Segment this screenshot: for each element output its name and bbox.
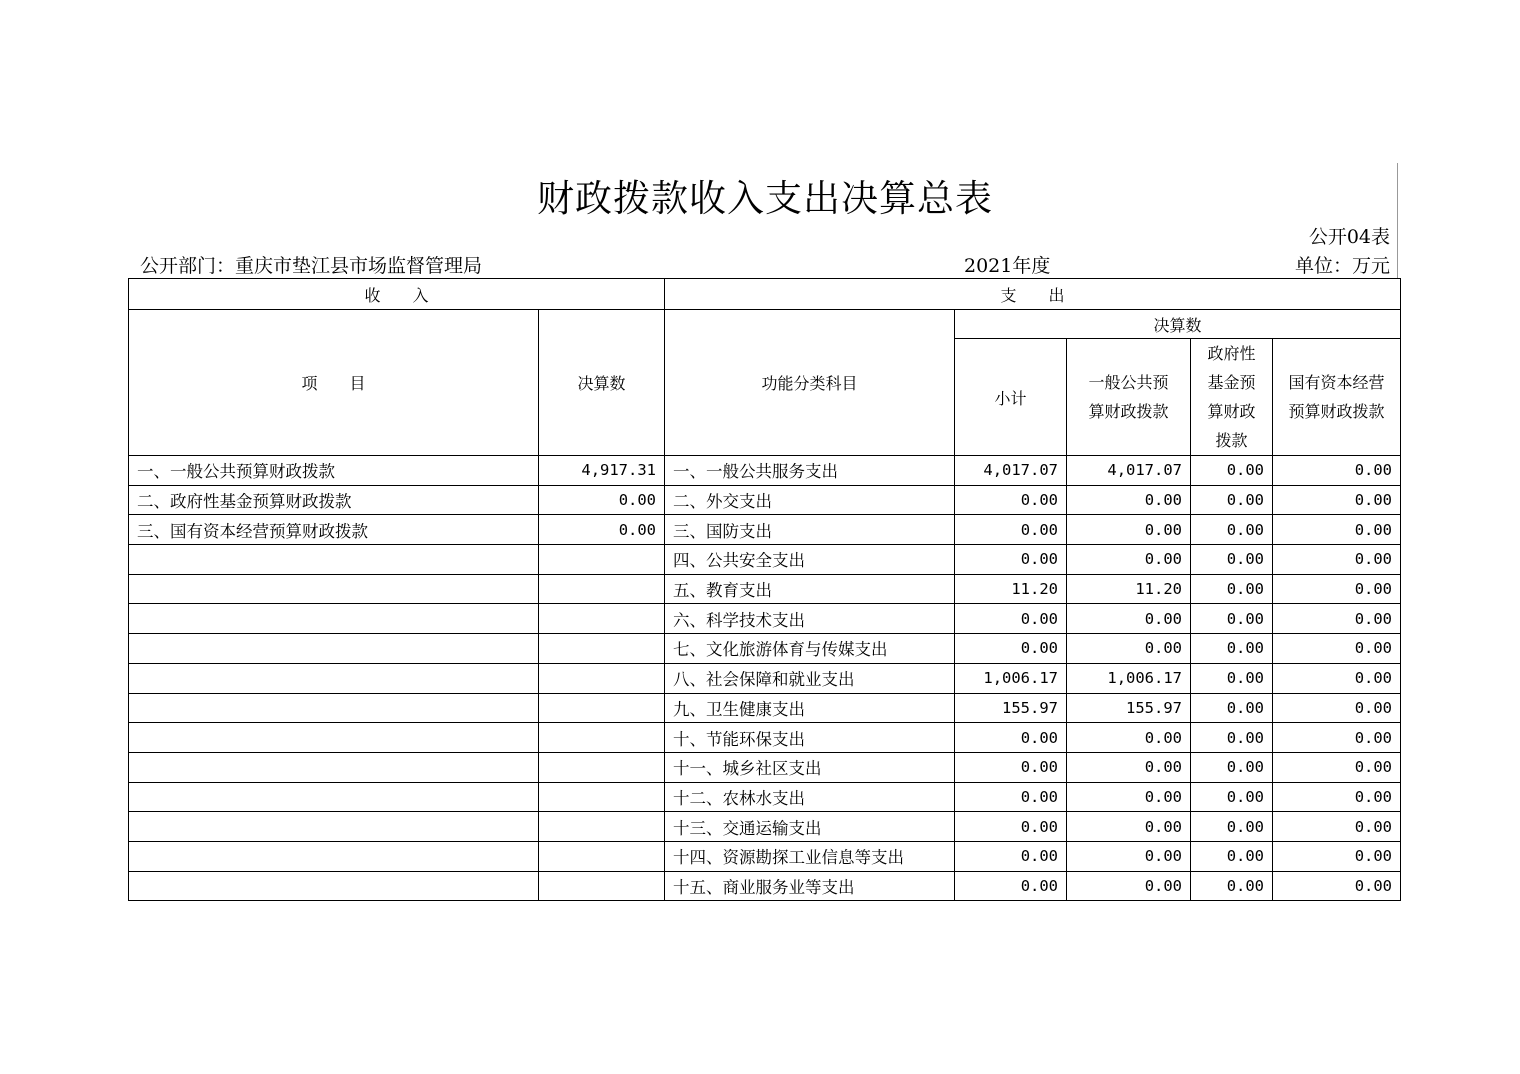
state-capital-cell: 0.00 xyxy=(1273,574,1401,604)
subtotal-cell: 4,017.07 xyxy=(955,456,1067,486)
expense-item-cell: 十一、城乡社区支出 xyxy=(665,752,955,782)
expense-item-cell: 十三、交通运输支出 xyxy=(665,812,955,842)
department-label: 公开部门：重庆市垫江县市场监督管理局 xyxy=(140,255,483,277)
income-amount-cell xyxy=(539,604,665,634)
gov-fund-cell: 0.00 xyxy=(1191,693,1273,723)
table-row xyxy=(129,485,1401,515)
gov-fund-cell: 0.00 xyxy=(1191,723,1273,753)
gov-fund-cell: 0.00 xyxy=(1191,812,1273,842)
expense-item-cell: 十、节能环保支出 xyxy=(665,723,955,753)
subtotal-cell: 0.00 xyxy=(955,723,1067,753)
general-budget-cell: 4,017.07 xyxy=(1067,456,1191,486)
state-capital-cell: 0.00 xyxy=(1273,515,1401,545)
gov-fund-cell: 0.00 xyxy=(1191,574,1273,604)
income-amount-cell xyxy=(539,752,665,782)
income-amount-header: 决算数 xyxy=(539,310,665,456)
state-capital-cell: 0.00 xyxy=(1273,634,1401,664)
unit-label: 单位：万元 xyxy=(1294,255,1390,277)
subtotal-cell: 0.00 xyxy=(955,841,1067,871)
expense-section-header: 支 出 xyxy=(665,279,1401,310)
gov-fund-header: 政府性基金预算财政拨款 xyxy=(1191,339,1273,456)
table-row xyxy=(129,663,1401,693)
income-amount-cell xyxy=(539,634,665,664)
state-capital-cell: 0.00 xyxy=(1273,782,1401,812)
state-capital-header: 国有资本经营预算财政拨款 xyxy=(1273,339,1401,456)
income-item-cell xyxy=(129,812,539,842)
income-item-cell: 一、一般公共预算财政拨款 xyxy=(129,456,539,486)
income-item-cell: 二、政府性基金预算财政拨款 xyxy=(129,485,539,515)
table-row xyxy=(129,782,1401,812)
gov-fund-cell: 0.00 xyxy=(1191,663,1273,693)
state-capital-cell: 0.00 xyxy=(1273,723,1401,753)
general-budget-cell: 0.00 xyxy=(1067,782,1191,812)
subtotal-cell: 0.00 xyxy=(955,812,1067,842)
table-row xyxy=(129,634,1401,664)
final-amount-header: 决算数 xyxy=(955,310,1401,339)
page-title: 财政拨款收入支出决算总表 xyxy=(537,177,993,220)
subtotal-cell: 0.00 xyxy=(955,515,1067,545)
gov-fund-cell: 0.00 xyxy=(1191,456,1273,486)
state-capital-cell: 0.00 xyxy=(1273,604,1401,634)
state-capital-cell: 0.00 xyxy=(1273,545,1401,575)
subtotal-cell: 0.00 xyxy=(955,782,1067,812)
income-item-cell xyxy=(129,782,539,812)
income-item-cell xyxy=(129,693,539,723)
income-item-cell xyxy=(129,752,539,782)
general-budget-cell: 0.00 xyxy=(1067,485,1191,515)
state-capital-cell: 0.00 xyxy=(1273,663,1401,693)
table-row xyxy=(129,456,1401,486)
income-item-cell: 三、国有资本经营预算财政拨款 xyxy=(129,515,539,545)
gov-fund-cell: 0.00 xyxy=(1191,752,1273,782)
subtotal-cell: 155.97 xyxy=(955,693,1067,723)
income-item-cell xyxy=(129,841,539,871)
state-capital-cell: 0.00 xyxy=(1273,812,1401,842)
general-budget-cell: 0.00 xyxy=(1067,723,1191,753)
fiscal-year: 2021年度 xyxy=(964,255,1051,277)
income-item-cell xyxy=(129,663,539,693)
expense-item-cell: 十四、资源勘探工业信息等支出 xyxy=(665,841,955,871)
general-budget-cell: 0.00 xyxy=(1067,634,1191,664)
income-item-cell xyxy=(129,545,539,575)
gov-fund-cell: 0.00 xyxy=(1191,515,1273,545)
general-budget-header: 一般公共预算财政拨款 xyxy=(1067,339,1191,456)
income-item-cell xyxy=(129,604,539,634)
fiscal-summary-table xyxy=(128,278,1401,901)
table-row xyxy=(129,723,1401,753)
expense-item-cell: 三、国防支出 xyxy=(665,515,955,545)
general-budget-cell: 0.00 xyxy=(1067,812,1191,842)
general-budget-cell: 0.00 xyxy=(1067,841,1191,871)
subtotal-cell: 0.00 xyxy=(955,634,1067,664)
function-category-header: 功能分类科目 xyxy=(665,310,955,456)
table-row xyxy=(129,841,1401,871)
general-budget-cell: 155.97 xyxy=(1067,693,1191,723)
gov-fund-cell: 0.00 xyxy=(1191,485,1273,515)
expense-item-cell: 七、文化旅游体育与传媒支出 xyxy=(665,634,955,664)
table-row xyxy=(129,752,1401,782)
gov-fund-cell: 0.00 xyxy=(1191,782,1273,812)
income-item-cell xyxy=(129,634,539,664)
table-row xyxy=(129,574,1401,604)
table-row xyxy=(129,545,1401,575)
table-row xyxy=(129,604,1401,634)
expense-item-cell: 四、公共安全支出 xyxy=(665,545,955,575)
general-budget-cell: 1,006.17 xyxy=(1067,663,1191,693)
income-amount-cell xyxy=(539,545,665,575)
state-capital-cell: 0.00 xyxy=(1273,485,1401,515)
income-amount-cell xyxy=(539,782,665,812)
general-budget-cell: 0.00 xyxy=(1067,871,1191,901)
subtotal-cell: 0.00 xyxy=(955,604,1067,634)
income-amount-cell xyxy=(539,574,665,604)
state-capital-cell: 0.00 xyxy=(1273,693,1401,723)
form-number: 公开04表 xyxy=(1308,226,1390,248)
gov-fund-cell: 0.00 xyxy=(1191,545,1273,575)
table-row xyxy=(129,693,1401,723)
state-capital-cell: 0.00 xyxy=(1273,752,1401,782)
item-header: 项 目 xyxy=(129,310,539,456)
state-capital-cell: 0.00 xyxy=(1273,841,1401,871)
income-amount-cell xyxy=(539,693,665,723)
table-row xyxy=(129,812,1401,842)
income-amount-cell xyxy=(539,723,665,753)
expense-item-cell: 十二、农林水支出 xyxy=(665,782,955,812)
general-budget-cell: 0.00 xyxy=(1067,604,1191,634)
subtotal-cell: 0.00 xyxy=(955,871,1067,901)
income-amount-cell xyxy=(539,812,665,842)
income-amount-cell: 4,917.31 xyxy=(539,456,665,486)
general-budget-cell: 0.00 xyxy=(1067,545,1191,575)
table-row xyxy=(129,871,1401,901)
table-row xyxy=(129,515,1401,545)
income-amount-cell xyxy=(539,871,665,901)
expense-item-cell: 十五、商业服务业等支出 xyxy=(665,871,955,901)
income-amount-cell: 0.00 xyxy=(539,515,665,545)
state-capital-cell: 0.00 xyxy=(1273,871,1401,901)
expense-item-cell: 二、外交支出 xyxy=(665,485,955,515)
subtotal-cell: 0.00 xyxy=(955,752,1067,782)
gov-fund-cell: 0.00 xyxy=(1191,604,1273,634)
subtotal-cell: 11.20 xyxy=(955,574,1067,604)
income-item-cell xyxy=(129,574,539,604)
gov-fund-cell: 0.00 xyxy=(1191,871,1273,901)
income-section-header: 收 入 xyxy=(129,279,665,310)
expense-item-cell: 五、教育支出 xyxy=(665,574,955,604)
subtotal-cell: 0.00 xyxy=(955,545,1067,575)
state-capital-cell: 0.00 xyxy=(1273,456,1401,486)
income-amount-cell: 0.00 xyxy=(539,485,665,515)
subtotal-header: 小计 xyxy=(955,339,1067,456)
income-item-cell xyxy=(129,871,539,901)
subtotal-cell: 1,006.17 xyxy=(955,663,1067,693)
expense-item-cell: 九、卫生健康支出 xyxy=(665,693,955,723)
general-budget-cell: 0.00 xyxy=(1067,752,1191,782)
expense-item-cell: 八、社会保障和就业支出 xyxy=(665,663,955,693)
gov-fund-cell: 0.00 xyxy=(1191,841,1273,871)
subtotal-cell: 0.00 xyxy=(955,485,1067,515)
income-amount-cell xyxy=(539,841,665,871)
general-budget-cell: 0.00 xyxy=(1067,515,1191,545)
gov-fund-cell: 0.00 xyxy=(1191,634,1273,664)
income-item-cell xyxy=(129,723,539,753)
expense-item-cell: 六、科学技术支出 xyxy=(665,604,955,634)
income-amount-cell xyxy=(539,663,665,693)
general-budget-cell: 11.20 xyxy=(1067,574,1191,604)
expense-item-cell: 一、一般公共服务支出 xyxy=(665,456,955,486)
